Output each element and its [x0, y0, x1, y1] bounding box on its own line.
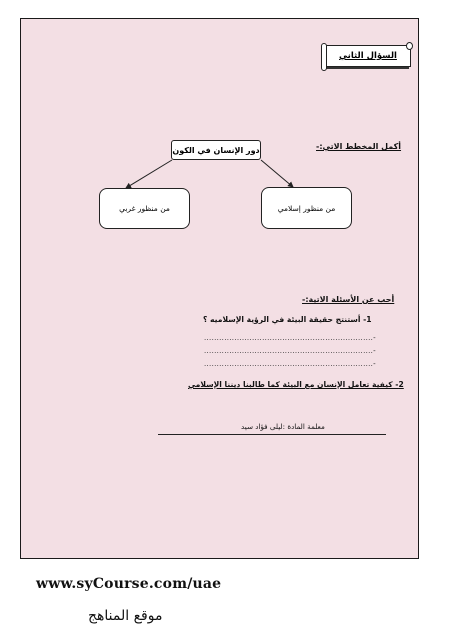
- diagram-left-label: من منظور غربي: [119, 204, 170, 213]
- footer-website-url: www.syCourse.com/uae: [36, 576, 222, 592]
- diagram-right-node: [261, 187, 352, 229]
- teacher-signature: معلمة المادة :ليلى فؤاد سيد: [241, 422, 325, 431]
- diagram-instruction: أكمل المخطط الاتي:-: [316, 142, 402, 151]
- question-title: السؤال الثاني: [339, 51, 397, 61]
- scroll-roll-left: [321, 43, 327, 71]
- worksheet-page: [20, 18, 419, 559]
- diagram-right-label: من منظور إسلامي: [277, 203, 336, 213]
- question-1: 1- أستنتج حقيقة البيئة في الرؤية الإسلاميه ؟: [203, 315, 372, 324]
- diagram-root-node: [171, 140, 261, 160]
- signature-underline: [158, 434, 386, 435]
- answer-line-1: ...................................................................-: [204, 334, 377, 342]
- question-title-scroll: [325, 45, 411, 67]
- answer-line-3: ...................................................................-: [204, 360, 377, 368]
- answer-line-2: ...................................................................-: [204, 347, 377, 355]
- scroll-roll-right: [406, 42, 413, 50]
- diagram-left-node: [99, 188, 190, 229]
- questions-instruction: أجب عن الأسئلة الاتية:-: [302, 295, 395, 304]
- footer-site-name: موقع المناهج: [88, 608, 163, 624]
- question-2: 2- كيفية تعامل الإنسان مع البيئة كما طالبنا ديننا الإسلامي: [188, 380, 404, 389]
- diagram-root-label: دور الإنسان في الكون: [172, 145, 260, 155]
